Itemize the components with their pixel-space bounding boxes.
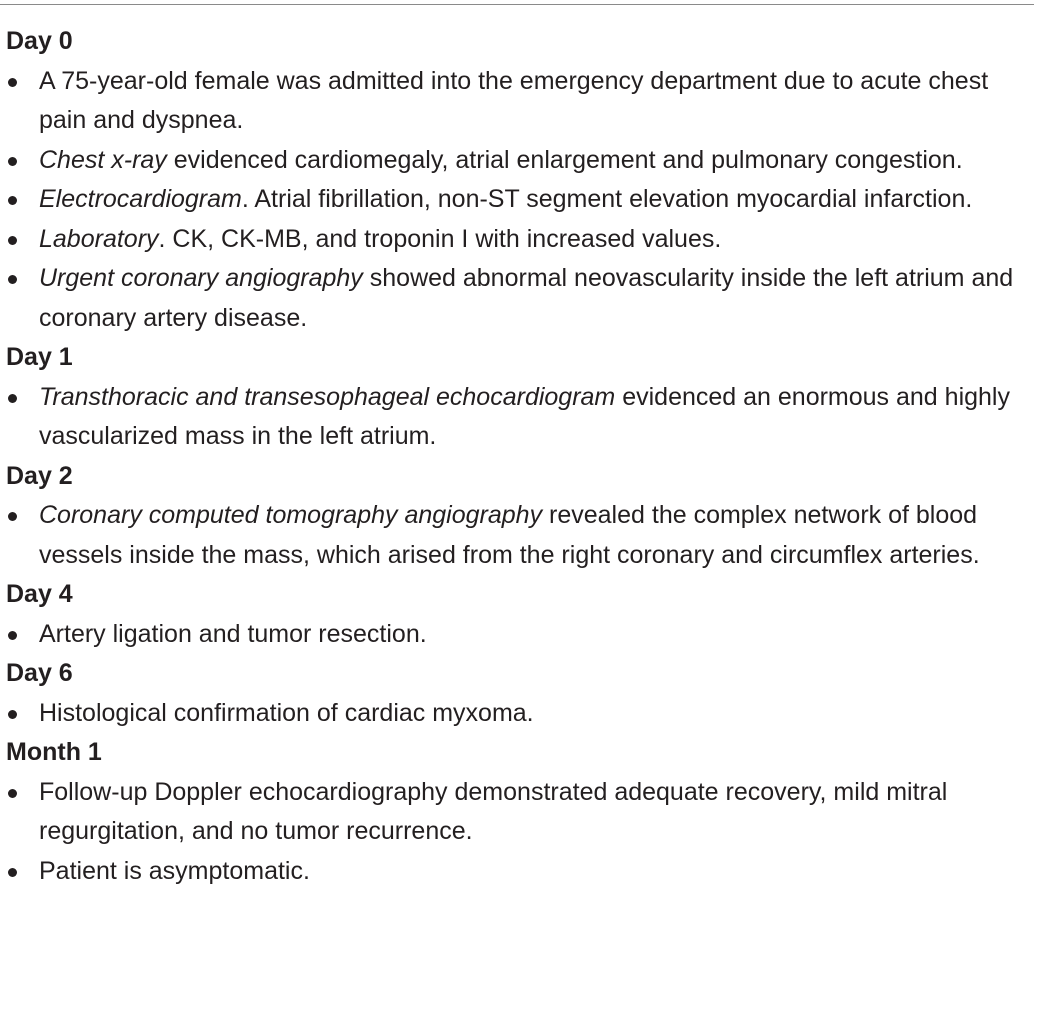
- list-item-text: [39, 699, 534, 727]
- day-heading: Day 0: [6, 27, 73, 55]
- list-item: [6, 852, 1034, 892]
- list-item: [6, 615, 1034, 655]
- day-heading: Day 2: [6, 461, 73, 490]
- list-item: [6, 141, 1034, 181]
- item-body-text: evidenced cardiomegaly, atrial enlargement and pulmonary congestion.: [166, 145, 963, 174]
- item-body-text: revealed the complex network of blood vessels inside the mass, which arised from the right coronary and circumflex arteries.: [39, 501, 980, 569]
- item-body-text: A 75-year-old female was admitted into the emergency department due to acute chest pain and dyspnea.: [39, 66, 989, 134]
- list-item: [6, 62, 1034, 141]
- emphasized-term: Urgent coronary angiography: [39, 264, 363, 292]
- bullet-icon: [8, 512, 17, 521]
- timeline-section: [6, 22, 1034, 338]
- emphasized-term: Coronary computed tomography angiography: [39, 501, 543, 529]
- item-body-text: Artery ligation and tumor resection.: [39, 619, 427, 648]
- timeline-section: [6, 654, 1034, 733]
- bullet-icon: [8, 789, 17, 798]
- bullet-icon: [8, 710, 17, 719]
- item-body-text: evidenced an enormous and highly vascularized mass in the left atrium.: [39, 382, 1010, 450]
- bullet-icon: [8, 868, 17, 877]
- item-body-text: . CK, CK-MB, and troponin I with increased values.: [158, 224, 722, 253]
- item-body-text: Follow-up Doppler echocardiography demonstrated adequate recovery, mild mitral regurgitation, and no tumor recurrence.: [39, 777, 948, 845]
- list-item-text: [39, 620, 427, 648]
- list-item-text: [39, 225, 721, 253]
- list-item-text: [39, 501, 980, 569]
- item-body-text: . Atrial fibrillation, non-ST segment elevation myocardial infarction.: [241, 185, 973, 213]
- item-body-text: Histological confirmation of cardiac myxoma.: [39, 698, 534, 727]
- item-body-text: Patient is asymptomatic.: [39, 856, 310, 885]
- top-rule: [0, 4, 1034, 5]
- bullet-icon: [8, 275, 17, 284]
- bullet-icon: [8, 78, 17, 87]
- item-body-text: showed abnormal neovascularity inside the left atrium and coronary artery disease.: [39, 264, 1014, 332]
- list-item: [6, 694, 1034, 734]
- timeline-section: [6, 338, 1034, 457]
- clinical-timeline: [6, 22, 1034, 891]
- day-heading: Month 1: [6, 738, 102, 766]
- list-item-text: [39, 185, 972, 213]
- timeline-section: [6, 733, 1034, 891]
- list-item: [6, 259, 1034, 338]
- list-item: [6, 220, 1034, 260]
- bullet-icon: [8, 394, 17, 403]
- emphasized-term: Electrocardiogram: [39, 185, 242, 213]
- list-item-text: [39, 383, 1010, 451]
- bullet-icon: [8, 196, 17, 205]
- bullet-icon: [8, 631, 17, 640]
- emphasized-term: Laboratory: [39, 224, 159, 253]
- list-item: [6, 378, 1034, 457]
- list-item: [6, 773, 1034, 852]
- day-heading: Day 6: [6, 659, 73, 687]
- day-heading: Day 4: [6, 580, 73, 608]
- bullet-icon: [8, 157, 17, 166]
- day-heading: Day 1: [6, 343, 73, 371]
- emphasized-term: Chest x-ray: [39, 145, 167, 174]
- list-item-text: [39, 67, 988, 135]
- bullet-icon: [8, 236, 17, 245]
- list-item-text: [39, 146, 963, 174]
- emphasized-term: Transthoracic and transesophageal echocardiogram: [39, 382, 616, 411]
- list-item-text: [39, 264, 1013, 332]
- timeline-section: [6, 457, 1034, 576]
- timeline-section: [6, 575, 1034, 654]
- list-item: [6, 180, 1034, 220]
- list-item-text: [39, 778, 947, 846]
- list-item: [6, 496, 1034, 575]
- list-item-text: [39, 857, 310, 885]
